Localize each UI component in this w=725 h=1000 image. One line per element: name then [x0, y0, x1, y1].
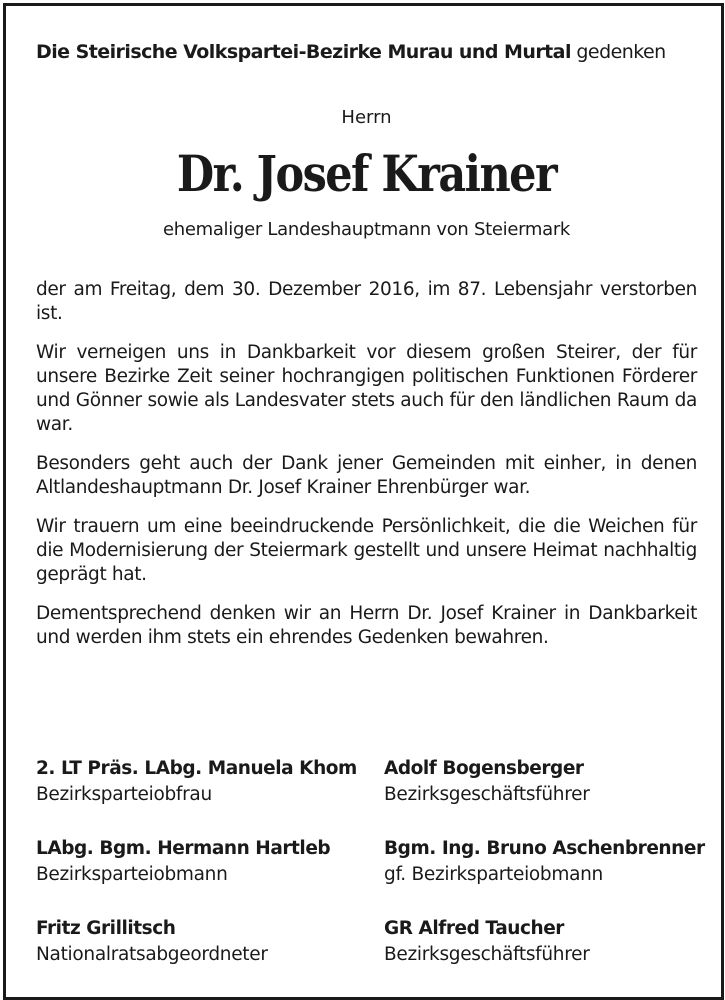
- signatory-title: Nationalratsabgeordneter: [36, 944, 268, 965]
- obituary-body: [36, 278, 697, 665]
- paragraph-death-notice: der am Freitag, dem 30. Dezember 2016, im 87. Lebensjahr verstorben ist.: [36, 279, 697, 324]
- signatory-title: Bezirksgeschäftsführer: [384, 944, 590, 965]
- salutation: Herrn: [341, 107, 392, 128]
- signatory-name: LAbg. Bgm. Hermann Hartleb: [36, 838, 331, 859]
- paragraph-gratitude: Wir verneigen uns in Dankbarkeit vor diesem großen Steirer, der für unsere Bezirke Zeit seiner hochrangigen politischen Funktionen Förderer und Gönner sowie als Landesvater stets auch für den ländlichen Raum da war.: [36, 342, 697, 435]
- signatory-title: Bezirksparteiobfrau: [36, 784, 212, 805]
- signatory-name: GR Alfred Taucher: [384, 918, 564, 939]
- signatory: [36, 916, 376, 968]
- signatory: [36, 756, 376, 808]
- signatory: [36, 836, 376, 888]
- signatory-title: Bezirksgeschäftsführer: [384, 784, 590, 805]
- obituary-frame: [3, 3, 724, 1000]
- signatory-name: Adolf Bogensberger: [384, 758, 584, 779]
- signatory: [384, 756, 724, 808]
- signatory-title: Bezirksparteiobmann: [36, 864, 228, 885]
- organization-name: Die Steirische Volkspartei-Bezirke Murau und Murtal: [36, 41, 571, 63]
- paragraph-mourning: Wir trauern um eine beeindruckende Persönlichkeit, die die Weichen für die Modernisierung der Steiermark gestellt und unsere Heimat nachhaltig geprägt hat.: [36, 516, 697, 585]
- signatory-name: Fritz Grillitsch: [36, 918, 176, 939]
- deceased-name: Dr. Josef Krainer: [176, 144, 557, 203]
- paragraph-municipalities: Besonders geht auch der Dank jener Gemeinden mit einher, in denen Altlandeshauptmann Dr. Josef Krainer Ehrenbürger war.: [36, 453, 697, 498]
- signatory: [384, 916, 724, 968]
- signatory-name: Bgm. Ing. Bruno Aschenbrenner: [384, 838, 705, 859]
- signatory-name: 2. LT Präs. LAbg. Manuela Khom: [36, 758, 357, 779]
- signatory: [384, 836, 724, 888]
- header-verb: gedenken: [576, 41, 666, 63]
- header-line: [36, 40, 697, 64]
- deceased-role: ehemaliger Landeshauptmann von Steiermark: [162, 219, 571, 240]
- signatory-title: gf. Bezirksparteiobmann: [384, 864, 603, 885]
- paragraph-remembrance: Dementsprechend denken wir an Herrn Dr. Josef Krainer in Dankbarkeit und werden ihm stets ein ehrendes Gedenken bewahren.: [36, 603, 697, 648]
